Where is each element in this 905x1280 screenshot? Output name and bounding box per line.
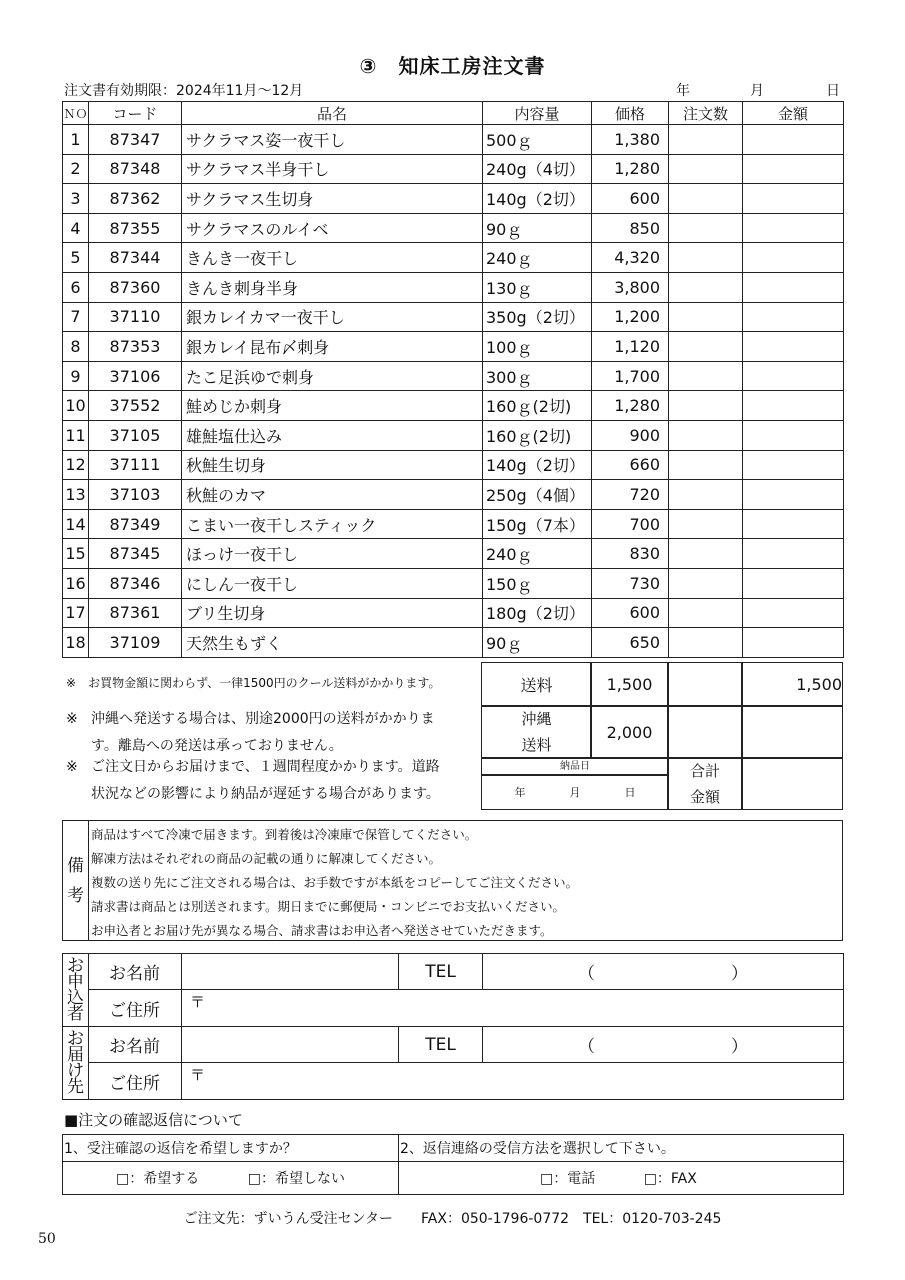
applicant-name-input[interactable] (182, 954, 399, 990)
checkbox-fax[interactable]: □：FAX (643, 1171, 697, 1187)
item-amount-input[interactable] (743, 628, 844, 658)
item-price: 1,280 (592, 154, 669, 184)
customer-info-table (62, 953, 844, 1100)
okinawa-shipping-price: 2,000 (590, 705, 669, 759)
item-volume: 300ｇ (483, 361, 592, 391)
item-amount-input[interactable] (743, 213, 844, 243)
item-qty-input[interactable] (669, 154, 743, 184)
item-volume: 350g（2切） (483, 302, 592, 332)
item-code: 37106 (89, 361, 182, 391)
note-3: ※ ご注文日からお届けまで、１週間程度かかります。道路 状況などの影響により納品が遅延する場合があります。 (66, 759, 440, 802)
item-amount-input[interactable] (743, 539, 844, 569)
remark-line: 請求書は商品とは別送されます。期日までに郵便局・コンビニでお支払いください。 (91, 899, 566, 914)
item-volume: 180g（2切） (483, 598, 592, 628)
col-code-header: コード (89, 102, 182, 125)
recipient-tel-label: TEL (399, 1027, 483, 1063)
item-no: 15 (63, 539, 89, 569)
order-contact-footer: ご注文先：ずいうん受注センター FAX：050-1796-0772 TEL：0120-703-245 (183, 1211, 722, 1227)
applicant-tel-input[interactable]: （ ） (483, 954, 844, 990)
vertical-label-char: 届 (67, 1045, 84, 1065)
item-no: 3 (63, 184, 89, 214)
shipping-label: 送料 (481, 662, 592, 707)
item-name: 秋鮭生切身 (182, 450, 483, 480)
item-amount-input[interactable] (743, 332, 844, 362)
item-no: 10 (63, 391, 89, 421)
item-amount-input[interactable] (743, 420, 844, 450)
okinawa-shipping-label: 沖縄 送料 (481, 705, 592, 759)
confirmation-table (62, 1134, 844, 1195)
item-no: 11 (63, 420, 89, 450)
item-price: 730 (592, 568, 669, 598)
table-row (63, 568, 844, 598)
date-day: 日 (826, 83, 840, 99)
item-qty-input[interactable] (669, 480, 743, 510)
item-no: 5 (63, 243, 89, 273)
shipping-price: 1,500 (590, 662, 669, 707)
confirm-options-2 (399, 1162, 844, 1195)
item-name: にしん一夜干し (182, 568, 483, 598)
applicant-label (63, 954, 89, 1027)
item-amount-input[interactable] (743, 361, 844, 391)
item-qty-input[interactable] (669, 568, 743, 598)
remark-line: 商品はすべて冷凍で届きます。到着後は冷凍庫で保管してください。 (91, 827, 478, 842)
item-volume: 500ｇ (483, 125, 592, 155)
item-volume: 150ｇ (483, 568, 592, 598)
item-price: 3,800 (592, 272, 669, 302)
item-code: 37103 (89, 480, 182, 510)
item-volume: 130ｇ (483, 272, 592, 302)
vertical-label-char: お (67, 1029, 84, 1049)
recipient-tel-input[interactable]: （ ） (483, 1027, 844, 1063)
item-name: 鮭めじか刺身 (182, 391, 483, 421)
item-no: 14 (63, 509, 89, 539)
order-items-table (62, 101, 844, 658)
item-price: 600 (592, 184, 669, 214)
recipient-address-row (63, 1063, 844, 1100)
confirm-question-2: 2、返信連絡の受信方法を選択して下さい。 (399, 1135, 844, 1162)
item-volume: 160ｇ(2切) (483, 420, 592, 450)
item-code: 37105 (89, 420, 182, 450)
item-no: 16 (63, 568, 89, 598)
item-name: 銀カレイカマ一夜干し (182, 302, 483, 332)
checkbox-no-reply[interactable]: □：希望しない (247, 1171, 345, 1187)
item-no: 9 (63, 361, 89, 391)
table-row (63, 450, 844, 480)
okinawa-amount[interactable] (741, 705, 843, 759)
item-code: 87347 (89, 125, 182, 155)
vertical-label-char: お (67, 956, 84, 976)
recipient-address-input[interactable]: 〒 (182, 1063, 844, 1100)
col-price-header: 価格 (592, 102, 669, 125)
item-no: 7 (63, 302, 89, 332)
applicant-name-label: お名前 (89, 954, 182, 990)
item-qty-input[interactable] (669, 213, 743, 243)
table-row (63, 302, 844, 332)
item-name: きんき刺身半身 (182, 272, 483, 302)
item-code: 87362 (89, 184, 182, 214)
item-no: 12 (63, 450, 89, 480)
table-row (63, 480, 844, 510)
table-row (63, 184, 844, 214)
col-name-header: 品名 (182, 102, 483, 125)
table-row (63, 243, 844, 273)
remark-line: 解凍方法はそれぞれの商品の記載の通りに解凍してください。 (91, 851, 442, 866)
page-number: 50 (38, 1231, 56, 1247)
item-qty-input[interactable] (669, 391, 743, 421)
vertical-label-char: 申 (67, 972, 84, 992)
applicant-tel-label: TEL (399, 954, 483, 990)
item-name: 銀カレイ昆布〆刺身 (182, 332, 483, 362)
item-volume: 240ｇ (483, 243, 592, 273)
table-row (63, 391, 844, 421)
page-title: ③ 知床工房注文書 (359, 54, 546, 78)
shipping-amount: 1,500 (741, 662, 843, 707)
table-row (63, 361, 844, 391)
total-amount[interactable] (741, 757, 843, 810)
item-volume: 140g（2切） (483, 450, 592, 480)
date-year: 年 (676, 83, 690, 99)
remarks-lines (91, 823, 578, 943)
item-qty-input[interactable] (669, 628, 743, 658)
col-amount-header: 金額 (743, 102, 844, 125)
remarks-box (62, 820, 843, 941)
item-price: 4,320 (592, 243, 669, 273)
item-qty-input[interactable] (669, 450, 743, 480)
col-volume-header: 内容量 (483, 102, 592, 125)
col-qty-header: 注文数 (669, 102, 743, 125)
item-amount-input[interactable] (743, 598, 844, 628)
table-row (63, 539, 844, 569)
item-volume: 240ｇ (483, 539, 592, 569)
item-qty-input[interactable] (669, 420, 743, 450)
item-price: 850 (592, 213, 669, 243)
summary-block (481, 662, 843, 810)
item-price: 660 (592, 450, 669, 480)
item-qty-input[interactable] (669, 243, 743, 273)
remark-line: 複数の送り先にご注文される場合は、お手数ですが本紙をコピーしてご注文ください。 (91, 875, 579, 890)
item-price: 830 (592, 539, 669, 569)
item-name: サクラマス姿一夜干し (182, 125, 483, 155)
recipient-address-label: ご住所 (89, 1063, 182, 1100)
shipping-qty[interactable] (667, 662, 743, 707)
note-1: ※ お買物金額に関わらず、一律1500円のクール送料がかかります。 (66, 676, 441, 690)
item-price: 720 (592, 480, 669, 510)
remark-line: お申込者とお届け先が異なる場合、請求書はお申込者へ発送させていただきます。 (91, 923, 553, 938)
item-name: サクラマスのルイベ (182, 213, 483, 243)
applicant-name-row (63, 954, 844, 990)
okinawa-qty[interactable] (667, 705, 743, 759)
item-no: 17 (63, 598, 89, 628)
vertical-label-char: け (67, 1061, 84, 1081)
item-no: 4 (63, 213, 89, 243)
confirm-options-1 (63, 1162, 399, 1195)
item-name: 秋鮭のカマ (182, 480, 483, 510)
table-row (63, 509, 844, 539)
item-price: 1,700 (592, 361, 669, 391)
item-name: 雄鮭塩仕込み (182, 420, 483, 450)
table-header-row (63, 102, 844, 125)
item-price: 600 (592, 598, 669, 628)
item-code: 37552 (89, 391, 182, 421)
item-qty-input[interactable] (669, 332, 743, 362)
item-amount-input[interactable] (743, 568, 844, 598)
validity-period: 注文書有効期限：2024年11月～12月 (64, 83, 304, 99)
item-qty-input[interactable] (669, 184, 743, 214)
item-amount-input[interactable] (743, 509, 844, 539)
item-code: 87361 (89, 598, 182, 628)
applicant-address-row (63, 990, 844, 1027)
vertical-label-char: 先 (67, 1077, 84, 1097)
item-no: 8 (63, 332, 89, 362)
item-name: サクラマス半身干し (182, 154, 483, 184)
item-volume: 90ｇ (483, 213, 592, 243)
item-amount-input[interactable] (743, 272, 844, 302)
col-no-header: ＮＯ (63, 102, 89, 125)
remarks-label: 備 考 (63, 821, 89, 940)
item-no: 1 (63, 125, 89, 155)
checkbox-phone[interactable]: □：電話 (540, 1171, 596, 1187)
total-label: 合計 金額 (667, 757, 743, 810)
item-name: こまい一夜干しスティック (182, 509, 483, 539)
table-row (63, 420, 844, 450)
item-code: 37110 (89, 302, 182, 332)
item-amount-input[interactable] (743, 480, 844, 510)
item-code: 87360 (89, 272, 182, 302)
item-amount-input[interactable] (743, 125, 844, 155)
table-row (63, 332, 844, 362)
delivery-date-label: 納品日 (481, 757, 669, 776)
item-code: 87355 (89, 213, 182, 243)
item-qty-input[interactable] (669, 539, 743, 569)
item-qty-input[interactable] (669, 125, 743, 155)
item-no: 2 (63, 154, 89, 184)
item-qty-input[interactable] (669, 361, 743, 391)
item-code: 37111 (89, 450, 182, 480)
table-row (63, 628, 844, 658)
item-volume: 150g（7本） (483, 509, 592, 539)
item-name: きんき一夜干し (182, 243, 483, 273)
item-volume: 140g（2切） (483, 184, 592, 214)
applicant-address-label: ご住所 (89, 990, 182, 1027)
date-month: 月 (750, 83, 764, 99)
recipient-name-label: お名前 (89, 1027, 182, 1063)
item-name: たこ足浜ゆで刺身 (182, 361, 483, 391)
item-volume: 90ｇ (483, 628, 592, 658)
item-price: 700 (592, 509, 669, 539)
item-price: 1,200 (592, 302, 669, 332)
item-name: 天然生もずく (182, 628, 483, 658)
item-no: 18 (63, 628, 89, 658)
table-row (63, 125, 844, 155)
item-price: 900 (592, 420, 669, 450)
table-row (63, 213, 844, 243)
item-amount-input[interactable] (743, 184, 844, 214)
checkbox-want-reply[interactable]: □：希望する (116, 1171, 200, 1187)
confirmation-heading: ■注文の確認返信について (64, 1111, 243, 1129)
item-name: ほっけ一夜干し (182, 539, 483, 569)
item-code: 87348 (89, 154, 182, 184)
item-volume: 240g（4切） (483, 154, 592, 184)
item-no: 6 (63, 272, 89, 302)
confirm-question-1: 1、受注確認の返信を希望しますか？ (63, 1135, 399, 1162)
item-qty-input[interactable] (669, 272, 743, 302)
vertical-label-char: 者 (67, 1004, 84, 1024)
table-row (63, 154, 844, 184)
item-amount-input[interactable] (743, 450, 844, 480)
table-row (63, 272, 844, 302)
item-amount-input[interactable] (743, 391, 844, 421)
item-price: 1,280 (592, 391, 669, 421)
item-price: 1,120 (592, 332, 669, 362)
item-name: ブリ生切身 (182, 598, 483, 628)
item-price: 650 (592, 628, 669, 658)
recipient-label (63, 1027, 89, 1100)
item-qty-input[interactable] (669, 598, 743, 628)
item-no: 13 (63, 480, 89, 510)
item-amount-input[interactable] (743, 154, 844, 184)
item-code: 87344 (89, 243, 182, 273)
recipient-name-input[interactable] (182, 1027, 399, 1063)
item-volume: 250g（4個） (483, 480, 592, 510)
item-code: 37109 (89, 628, 182, 658)
item-code: 87346 (89, 568, 182, 598)
item-amount-input[interactable] (743, 243, 844, 273)
delivery-date-field[interactable]: 年 月 日 (481, 774, 669, 810)
item-price: 1,380 (592, 125, 669, 155)
note-2: ※ 沖縄へ発送する場合は、別途2000円の送料がかかりま す。離島への発送は承っておりません。 (66, 711, 435, 754)
item-volume: 160ｇ(2切) (483, 391, 592, 421)
applicant-address-input[interactable]: 〒 (182, 990, 844, 1027)
item-code: 87349 (89, 509, 182, 539)
item-code: 87353 (89, 332, 182, 362)
vertical-label-char: 込 (67, 988, 84, 1008)
item-volume: 100ｇ (483, 332, 592, 362)
item-name: サクラマス生切身 (182, 184, 483, 214)
item-qty-input[interactable] (669, 302, 743, 332)
table-row (63, 598, 844, 628)
item-code: 87345 (89, 539, 182, 569)
item-amount-input[interactable] (743, 302, 844, 332)
item-qty-input[interactable] (669, 509, 743, 539)
recipient-name-row (63, 1027, 844, 1063)
